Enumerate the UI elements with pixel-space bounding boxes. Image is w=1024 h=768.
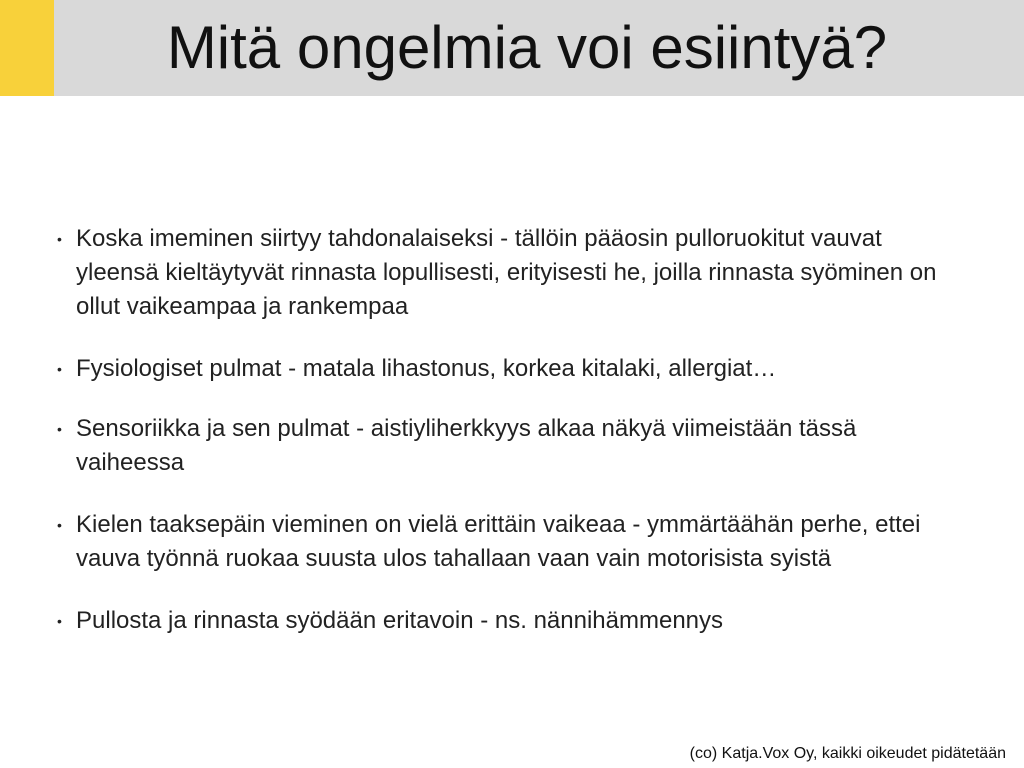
slide-title: Mitä ongelmia voi esiintyä? (166, 14, 888, 81)
bullet-item (0, 352, 1024, 386)
copyright-notice: (co) Katja.Vox Oy, kaikki oikeudet pidätetään (689, 745, 1006, 762)
bullet-dot-icon: • (57, 613, 62, 629)
title-bar (0, 0, 1024, 96)
bullet-item (0, 412, 1024, 480)
bullet-dot-icon: • (57, 361, 62, 377)
bullet-item (0, 508, 1024, 576)
bullet-text: Pullosta ja rinnasta syödään eritavoin - ns. nännihämmennys (76, 607, 724, 634)
bullet-text: Koska imeminen siirtyy tahdonalaiseksi - tällöin pääosin pulloruokitut vauvat yleensä kieltäytyvät rinnasta lopullisesti, erityisesti he, joilla rinnasta syöminen on ollut vaikeampaa ja rankempaa (76, 225, 937, 320)
bullet-list (0, 222, 1024, 638)
accent-bar (0, 0, 54, 96)
bullet-dot-icon: • (57, 517, 62, 533)
bullet-text: Kielen taaksepäin vieminen on vielä erittäin vaikeaa - ymmärtäähän perhe, ettei vauva työnnä ruokaa suusta ulos tahallaan vaan vain motorisista syistä (76, 511, 921, 572)
bullet-item (0, 604, 1024, 638)
bullet-dot-icon: • (57, 231, 62, 247)
bullet-text: Sensoriikka ja sen pulmat - aistiyliherkkyys alkaa näkyä viimeistään tässä vaiheessa (76, 415, 857, 476)
bullet-text: Fysiologiset pulmat - matala lihastonus, korkea kitalaki, allergiat… (76, 355, 777, 382)
bullet-dot-icon: • (57, 421, 62, 437)
bullet-item (0, 222, 1024, 324)
